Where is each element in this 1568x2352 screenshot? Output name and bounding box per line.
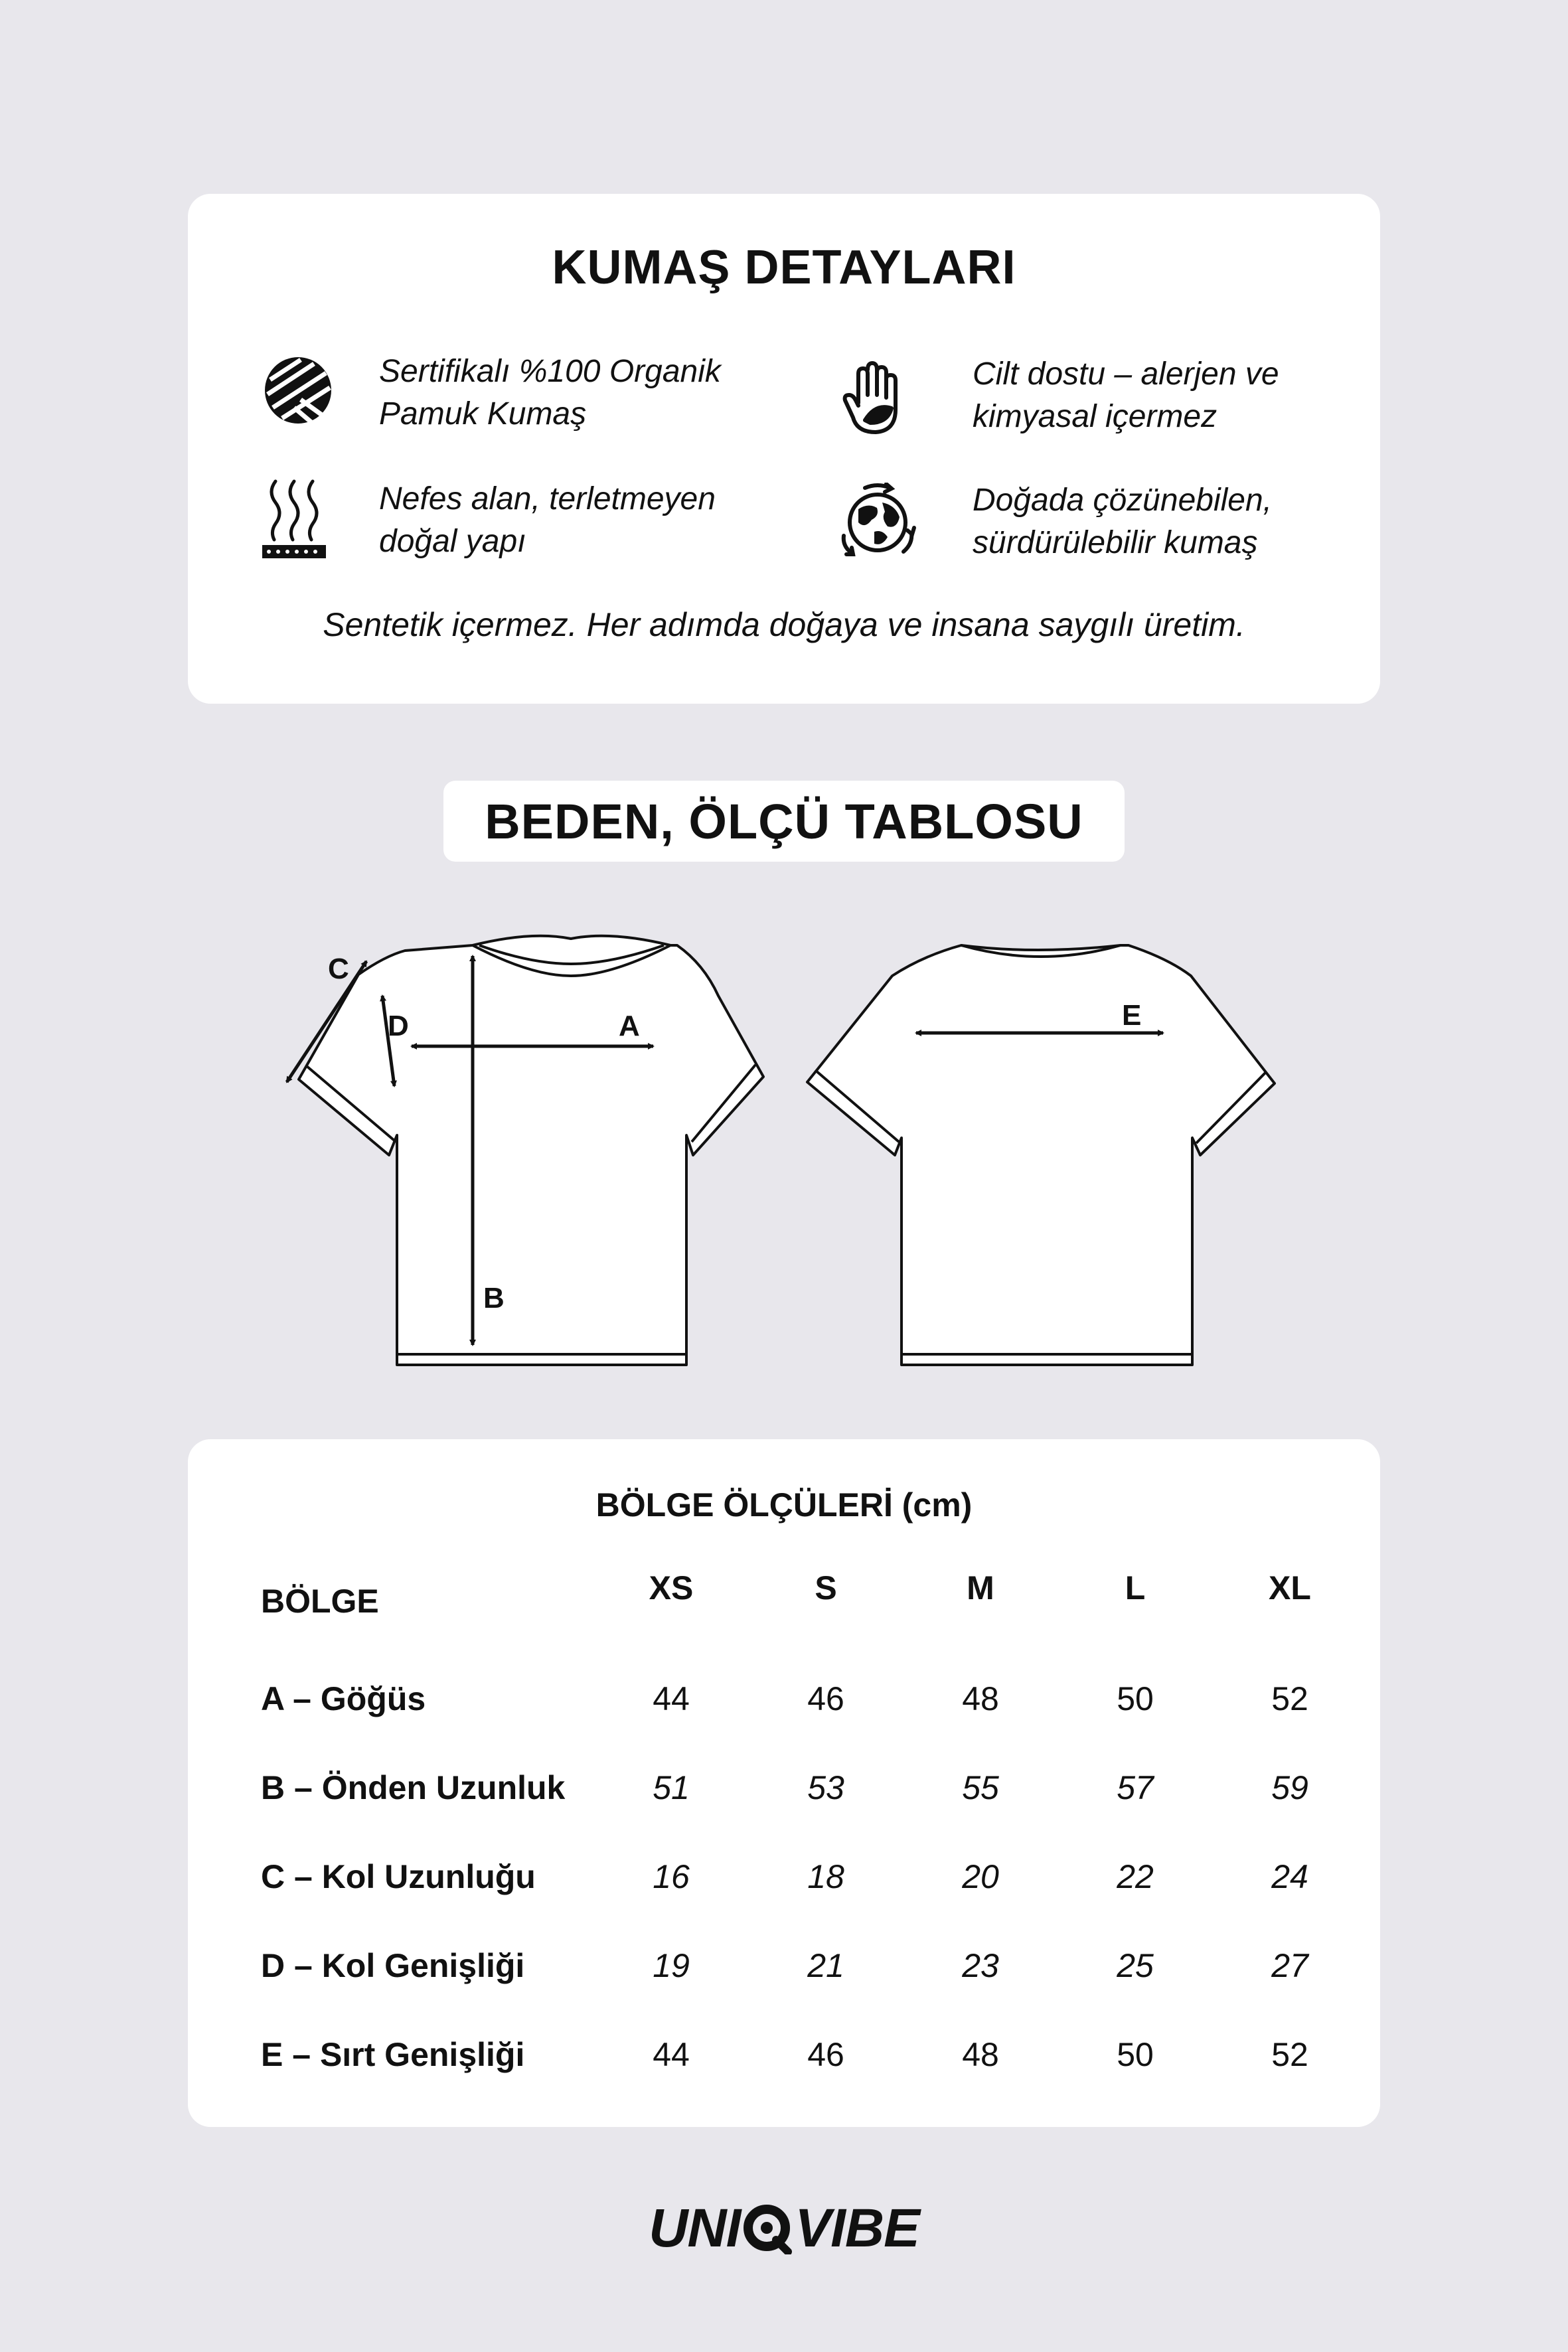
table-cell: 19 <box>653 1947 690 1984</box>
table-cell: 44 <box>653 1680 690 1717</box>
table-cell: 48 <box>962 2036 999 2073</box>
table-cell: 24 <box>1271 1858 1308 1895</box>
table-cell: 23 <box>962 1947 999 1984</box>
table-cell: 20 <box>962 1858 999 1895</box>
label-e: E <box>1122 999 1142 1032</box>
table-cell: 53 <box>807 1769 844 1806</box>
size-chart-title: BEDEN, ÖLÇÜ TABLOSU <box>443 781 1125 862</box>
size-header-m: M <box>967 1569 994 1607</box>
size-header-l: L <box>1125 1569 1146 1607</box>
row-label-c: C – Kol Uzunluğu <box>261 1858 536 1895</box>
table-cell: 51 <box>653 1769 690 1806</box>
size-header-xl: XL <box>1269 1569 1311 1607</box>
feature-breathable: Nefes alan, terletmeyen doğal yapı <box>379 481 716 559</box>
front-tshirt-outline <box>299 936 763 1365</box>
feature-biodegradable: Doğada çözünebilen, sürdürülebilir kumaş <box>973 483 1273 560</box>
brand-logo <box>0 2197 1568 2260</box>
feature-organic-cotton: Sertifikalı %100 Organik Pamuk Kumaş <box>379 354 721 431</box>
table-cell: 46 <box>807 2036 844 2073</box>
table-cell: 50 <box>1117 1680 1154 1717</box>
label-b: B <box>483 1282 505 1314</box>
table-cell: 16 <box>653 1858 690 1895</box>
label-c: C <box>328 953 349 985</box>
table-cell: 46 <box>807 1680 844 1717</box>
table-cell: 50 <box>1117 2036 1154 2073</box>
table-cell: 18 <box>807 1858 844 1895</box>
logo-q-icon <box>742 2203 793 2254</box>
back-tshirt-outline <box>807 945 1275 1365</box>
table-cell: 48 <box>962 1680 999 1717</box>
feature-skin-friendly: Cilt dostu – alerjen ve kimyasal içermez <box>973 356 1279 434</box>
table-cell: 21 <box>807 1947 844 1984</box>
table-cell: 22 <box>1117 1858 1154 1895</box>
region-header: BÖLGE <box>261 1583 379 1620</box>
row-label-b: B – Önden Uzunluk <box>261 1769 566 1806</box>
size-header-xs: XS <box>649 1569 694 1607</box>
row-label-d: D – Kol Genişliği <box>261 1947 525 1984</box>
table-cell: 55 <box>962 1769 999 1806</box>
size-header-s: S <box>815 1569 837 1607</box>
row-label-a: A – Göğüs <box>261 1680 426 1717</box>
table-cell: 44 <box>653 2036 690 2073</box>
label-d: D <box>388 1010 409 1042</box>
table-cell: 52 <box>1271 2036 1308 2073</box>
logo-text-left: UNI <box>649 2198 741 2258</box>
table-cell: 25 <box>1117 1947 1154 1984</box>
table-cell: 27 <box>1271 1947 1308 1984</box>
table-cell: 52 <box>1271 1680 1308 1717</box>
logo-text-right: VIBE <box>795 2198 919 2258</box>
fabric-title: KUMAŞ DETAYLARI <box>552 241 1016 294</box>
fabric-note: Sentetik içermez. Her adımda doğaya ve insana saygılı üretim. <box>323 606 1245 643</box>
size-table-card <box>188 1439 1380 2127</box>
table-title: BÖLGE ÖLÇÜLERİ (cm) <box>595 1486 973 1524</box>
table-cell: 57 <box>1117 1769 1154 1806</box>
label-a: A <box>619 1010 640 1042</box>
row-label-e: E – Sırt Genişliği <box>261 2036 525 2073</box>
table-cell: 59 <box>1271 1769 1308 1806</box>
